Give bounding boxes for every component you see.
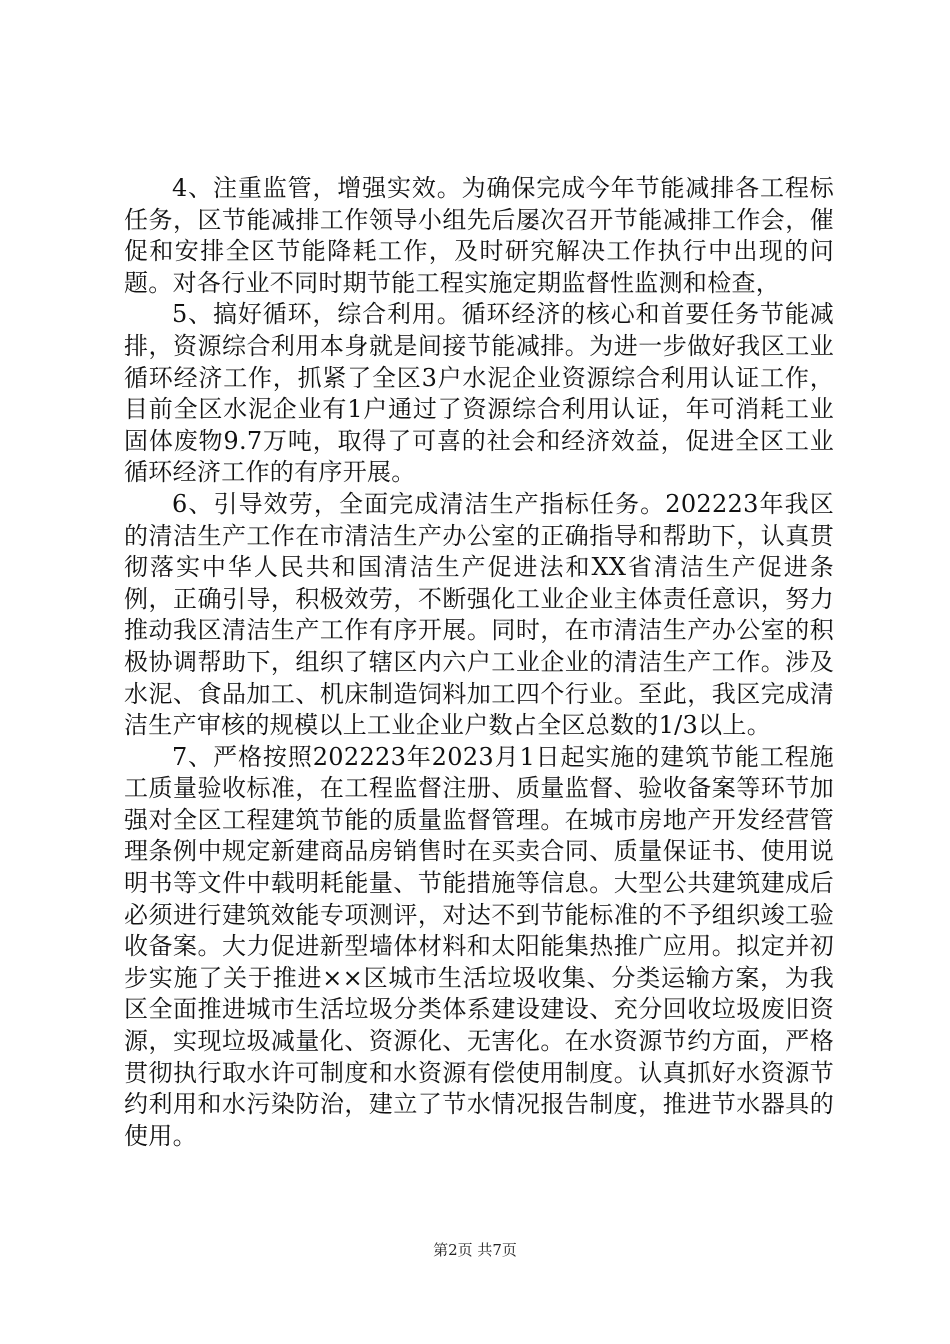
document-body <box>124 173 834 1152</box>
paragraph-6-clean-production: 6、引导效劳，全面完成清洁生产指标任务。202223年我区的清洁生产工作在市清洁生产办公室的正确指导和帮助下，认真贯彻落实中华人民共和国清洁生产促进法和XX省清洁生产促进条例，正确引导，积极效劳，不断强化工业企业主体责任意识，努力推动我区清洁生产工作有序开展。同时，在市清洁生产办公室的积极协调帮助下，组织了辖区内六户工业企业的清洁生产工作。涉及水泥、食品加工、机床制造饲料加工四个行业。至此，我区完成清洁生产审核的规模以上工业企业户数占全区总数的1/3以上。 <box>124 489 834 740</box>
paragraph-5-recycling: 5、搞好循环，综合利用。循环经济的核心和首要任务节能减排，资源综合利用本身就是间接节能减排。为进一步做好我区工业循环经济工作，抓紧了全区3户水泥企业资源综合利用认证工作，目前全区水泥企业有1户通过了资源综合利用认证，年可消耗工业固体废物9.7万吨，取得了可喜的社会和经济效益，促进全区工业循环经济工作的有序开展。 <box>124 300 834 487</box>
page-number-footer: 第2页 共7页 <box>433 1241 517 1259</box>
paragraph-7-building-energy: 7、严格按照202223年2023月1日起实施的建筑节能工程施工质量验收标准，在工程监督注册、质量监督、验收备案等环节加强对全区工程建筑节能的质量监督管理。在城市房地产开发经营管理条例中规定新建商品房销售时在买卖合同、质量保证书、使用说明书等文件中载明耗能量、节能措施等信息。大型公共建筑建成后必须进行建筑效能专项测评，对达不到节能标准的不予组织竣工验收备案。大力促进新型墙体材料和太阳能集热推广应用。拟定并初步实施了关于推进××区城市生活垃圾收集、分类运输方案，为我区全面推进城市生活垃圾分类体系建设建设、充分回收垃圾废旧资源，实现垃圾减量化、资源化、无害化。在水资源节约方面，严格贯彻执行取水许可制度和水资源有偿使用制度。认真抓好水资源节约利用和水污染防治，建立了节水情况报告制度，推进节水器具的使用。 <box>124 742 834 1150</box>
paragraph-4-supervision: 4、注重监管，增强实效。为确保完成今年节能减排各工程标任务，区节能减排工作领导小组先后屡次召开节能减排工作会，催促和安排全区节能降耗工作，及时研究解决工作执行中出现的问题。对各行业不同时期节能工程实施定期监督性监测和检查， <box>124 174 834 297</box>
